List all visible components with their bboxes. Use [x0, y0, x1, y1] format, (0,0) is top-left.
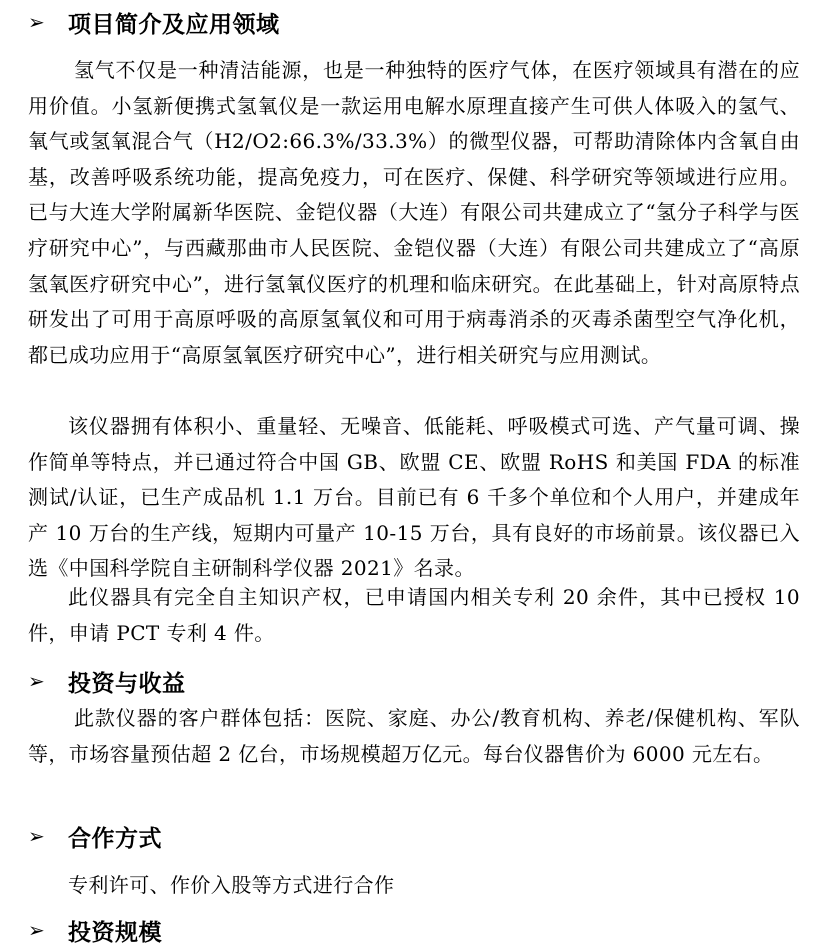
section-title: 合作方式: [68, 825, 162, 852]
paragraph-intro-3: 此仪器具有完全自主知识产权，已申请国内相关专利 20 余件，其中已授权 10 件，申请 PCT 专利 4 件。: [28, 585, 800, 645]
paragraph-intro-1: 氢气不仅是一种清洁能源，也是一种独特的医疗气体，在医疗领域具有潜在的应用价值。小氢新便携式氢氧仪是一款运用电解水原理直接产生可供人体吸入的氢气、氧气或氢氧混合气（H2/O2:66.3%/33.3%）的微型仪器，可帮助清除体内含氧自由基，改善呼吸系统功能，提高免疫力，可在医疗、保健、科学研究等领域进行应用。已与大连大学附属新华医院、金铠仪器（大连）有限公司共建成立了“氢分子科学与医疗研究中心”，与西藏那曲市人民医院、金铠仪器（大连）有限公司共建成立了“高原氢氧医疗研究中心”，进行氢氧仪医疗的机理和临床研究。在此基础上，针对高原特点研发出了可用于高原呼吸的高原氢氧仪和可用于病毒消杀的灭毒杀菌型空气净化机，都已成功应用于“高原氢氧医疗研究中心”，进行相关研究与应用测试。: [28, 58, 800, 367]
paragraph-intro-2: 该仪器拥有体积小、重量轻、无噪音、低能耗、呼吸模式可选、产气量可调、操作简单等特点，并已通过符合中国 GB、欧盟 CE、欧盟 RoHS 和美国 FDA 的标准测试/认证，已生产成品机 1.1 万台。目前已有 6 千多个单位和个人用户，并建成年产 10 万台的生产线，短期内可量产 10-15 万台，具有良好的市场前景。该仪器已入选《中国科学院自主研制科学仪器 2021》名录。: [28, 414, 800, 581]
arrow-bullet-icon: ➢: [28, 10, 46, 34]
arrow-bullet-icon: ➢: [28, 918, 46, 942]
section-title: 投资与收益: [68, 670, 186, 697]
section-title: 投资规模: [68, 919, 162, 946]
section-title: 项目简介及应用领域: [68, 11, 280, 38]
section-heading-intro: [28, 4, 280, 40]
section-heading-scale: [28, 912, 162, 948]
paragraph-cooperation: 专利许可、作价入股等方式进行合作: [68, 873, 395, 897]
section-heading-cooperation: [28, 818, 162, 854]
arrow-bullet-icon: ➢: [28, 824, 46, 848]
arrow-bullet-icon: ➢: [28, 669, 46, 693]
section-heading-investment: [28, 663, 186, 699]
paragraph-investment: 此款仪器的客户群体包括：医院、家庭、办公/教育机构、养老/保健机构、军队等，市场容量预估超 2 亿台，市场规模超万亿元。每台仪器售价为 6000 元左右。: [28, 706, 800, 766]
